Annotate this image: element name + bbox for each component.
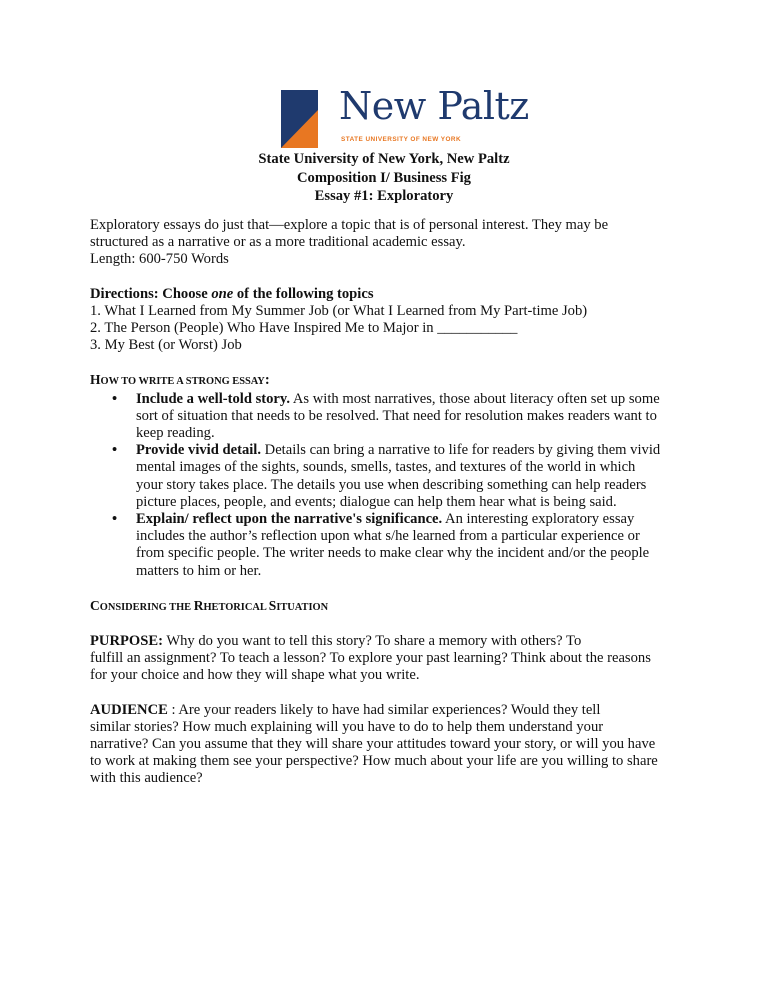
intro-line: structured as a narrative or as a more traditional academic essay. xyxy=(90,234,466,251)
bullet-icon: • xyxy=(112,390,118,407)
list-item-line: mental images of the sights, sounds, smells, tastes, and textures of the world in which xyxy=(136,459,636,476)
list-item-text: An interesting exploratory essay xyxy=(442,511,635,528)
heading-initial: S xyxy=(268,597,277,613)
heading-initial: R xyxy=(193,597,204,613)
audience-line xyxy=(90,702,690,719)
list-item-line: sort of situation that needs to be resolved. That need for resolution makes readers want to xyxy=(136,407,657,424)
rhetorical-heading-block xyxy=(90,597,690,616)
list-item-line: keep reading. xyxy=(136,425,215,442)
how-to-section xyxy=(90,371,690,579)
list-item-line xyxy=(136,391,690,408)
list-item xyxy=(90,391,690,443)
header-university: State University of New York, New Paltz xyxy=(258,151,510,167)
topic-item: 3. My Best (or Worst) Job xyxy=(90,337,242,354)
heading-colon: : xyxy=(264,372,270,389)
audience-line: narrative? Can you assume that they will share your attitudes toward your story, or will you have xyxy=(90,736,656,753)
how-to-list xyxy=(90,391,690,580)
directions-label xyxy=(90,286,690,303)
directions-label-emphasis: one xyxy=(211,285,234,302)
list-item-line: matters to him or her. xyxy=(136,562,262,579)
purpose-text: Why do you want to tell this story? To share a memory with others? To xyxy=(162,633,582,650)
list-item-line xyxy=(136,511,690,528)
list-item xyxy=(90,511,690,580)
header-assignment: Essay #1: Exploratory xyxy=(314,188,454,204)
list-item-text: As with most narratives, those about literacy often set up some xyxy=(290,390,660,407)
heading-text: ONSIDERING THE xyxy=(99,601,194,613)
list-item-line: from specific people. The writer needs to make clear why the incident and/or the people xyxy=(136,545,650,562)
list-item-line xyxy=(136,442,690,459)
topic-item: 1. What I Learned from My Summer Job (or What I Learned from My Part-time Job) xyxy=(90,302,588,319)
how-to-heading xyxy=(90,371,690,390)
logo-subtitle: STATE UNIVERSITY OF NEW YORK xyxy=(341,136,462,143)
new-paltz-emblem-icon xyxy=(279,90,335,152)
list-item-title: Explain/ reflect upon the narrative's significance. xyxy=(136,511,443,528)
document-header xyxy=(180,150,588,206)
heading-text: HETORICAL xyxy=(203,601,269,613)
purpose-line: for your choice and how they will shape what you write. xyxy=(90,667,420,684)
purpose-paragraph xyxy=(90,633,690,685)
intro-paragraph xyxy=(90,217,690,269)
length-requirement: Length: 600-750 Words xyxy=(90,251,229,268)
directions-section xyxy=(90,286,690,355)
intro-line: Exploratory essays do just that—explore a topic that is of personal interest. They may be xyxy=(90,217,609,233)
logo-wordmark: New Paltz xyxy=(339,84,529,128)
directions-label-text: of the following topics xyxy=(233,285,374,302)
purpose-line xyxy=(90,633,690,650)
heading-initial: H xyxy=(90,372,101,388)
bullet-icon: • xyxy=(112,511,118,528)
list-item-title: Include a well-told story. xyxy=(136,390,291,407)
document-body xyxy=(90,217,690,805)
bullet-icon: • xyxy=(112,442,118,459)
purpose-label: PURPOSE: xyxy=(90,633,163,650)
heading-initial: C xyxy=(90,597,100,613)
heading-text: ITUATION xyxy=(276,601,329,613)
audience-label: AUDIENCE xyxy=(90,701,168,718)
topic-item: 2. The Person (People) Who Have Inspired Me to Major in ___________ xyxy=(90,320,518,337)
list-item-line: includes the author’s reflection upon what s/he learned from a particular experience or xyxy=(136,528,640,545)
list-item-line: your story takes place. The details you use when describing something can help readers xyxy=(136,476,647,493)
list-item-line: picture places, people, and events; dialogue can help them hear what is being said. xyxy=(136,493,617,510)
list-item xyxy=(90,442,690,511)
audience-text: : Are your readers likely to have had similar experiences? Would they tell xyxy=(167,701,601,718)
list-item-title: Provide vivid detail. xyxy=(136,442,261,459)
directions-label-text: Directions: Choose xyxy=(90,285,212,302)
list-item-text: Details can bring a narrative to life for readers by giving them vivid xyxy=(261,442,661,459)
header-course: Composition I/ Business Fig xyxy=(297,169,471,186)
rhetorical-heading xyxy=(90,597,690,616)
audience-paragraph xyxy=(90,702,690,788)
audience-line: to work at making them see your perspective? How much about your life are you willing to share xyxy=(90,753,658,770)
heading-text: OW TO WRITE A STRONG ESSAY xyxy=(100,376,265,388)
audience-line: similar stories? How much explaining will you have to do to help them understand your xyxy=(90,718,604,735)
audience-line: with this audience? xyxy=(90,770,203,787)
purpose-line: fulfill an assignment? To teach a lesson? To explore your past learning? Think about the reasons xyxy=(90,650,651,667)
